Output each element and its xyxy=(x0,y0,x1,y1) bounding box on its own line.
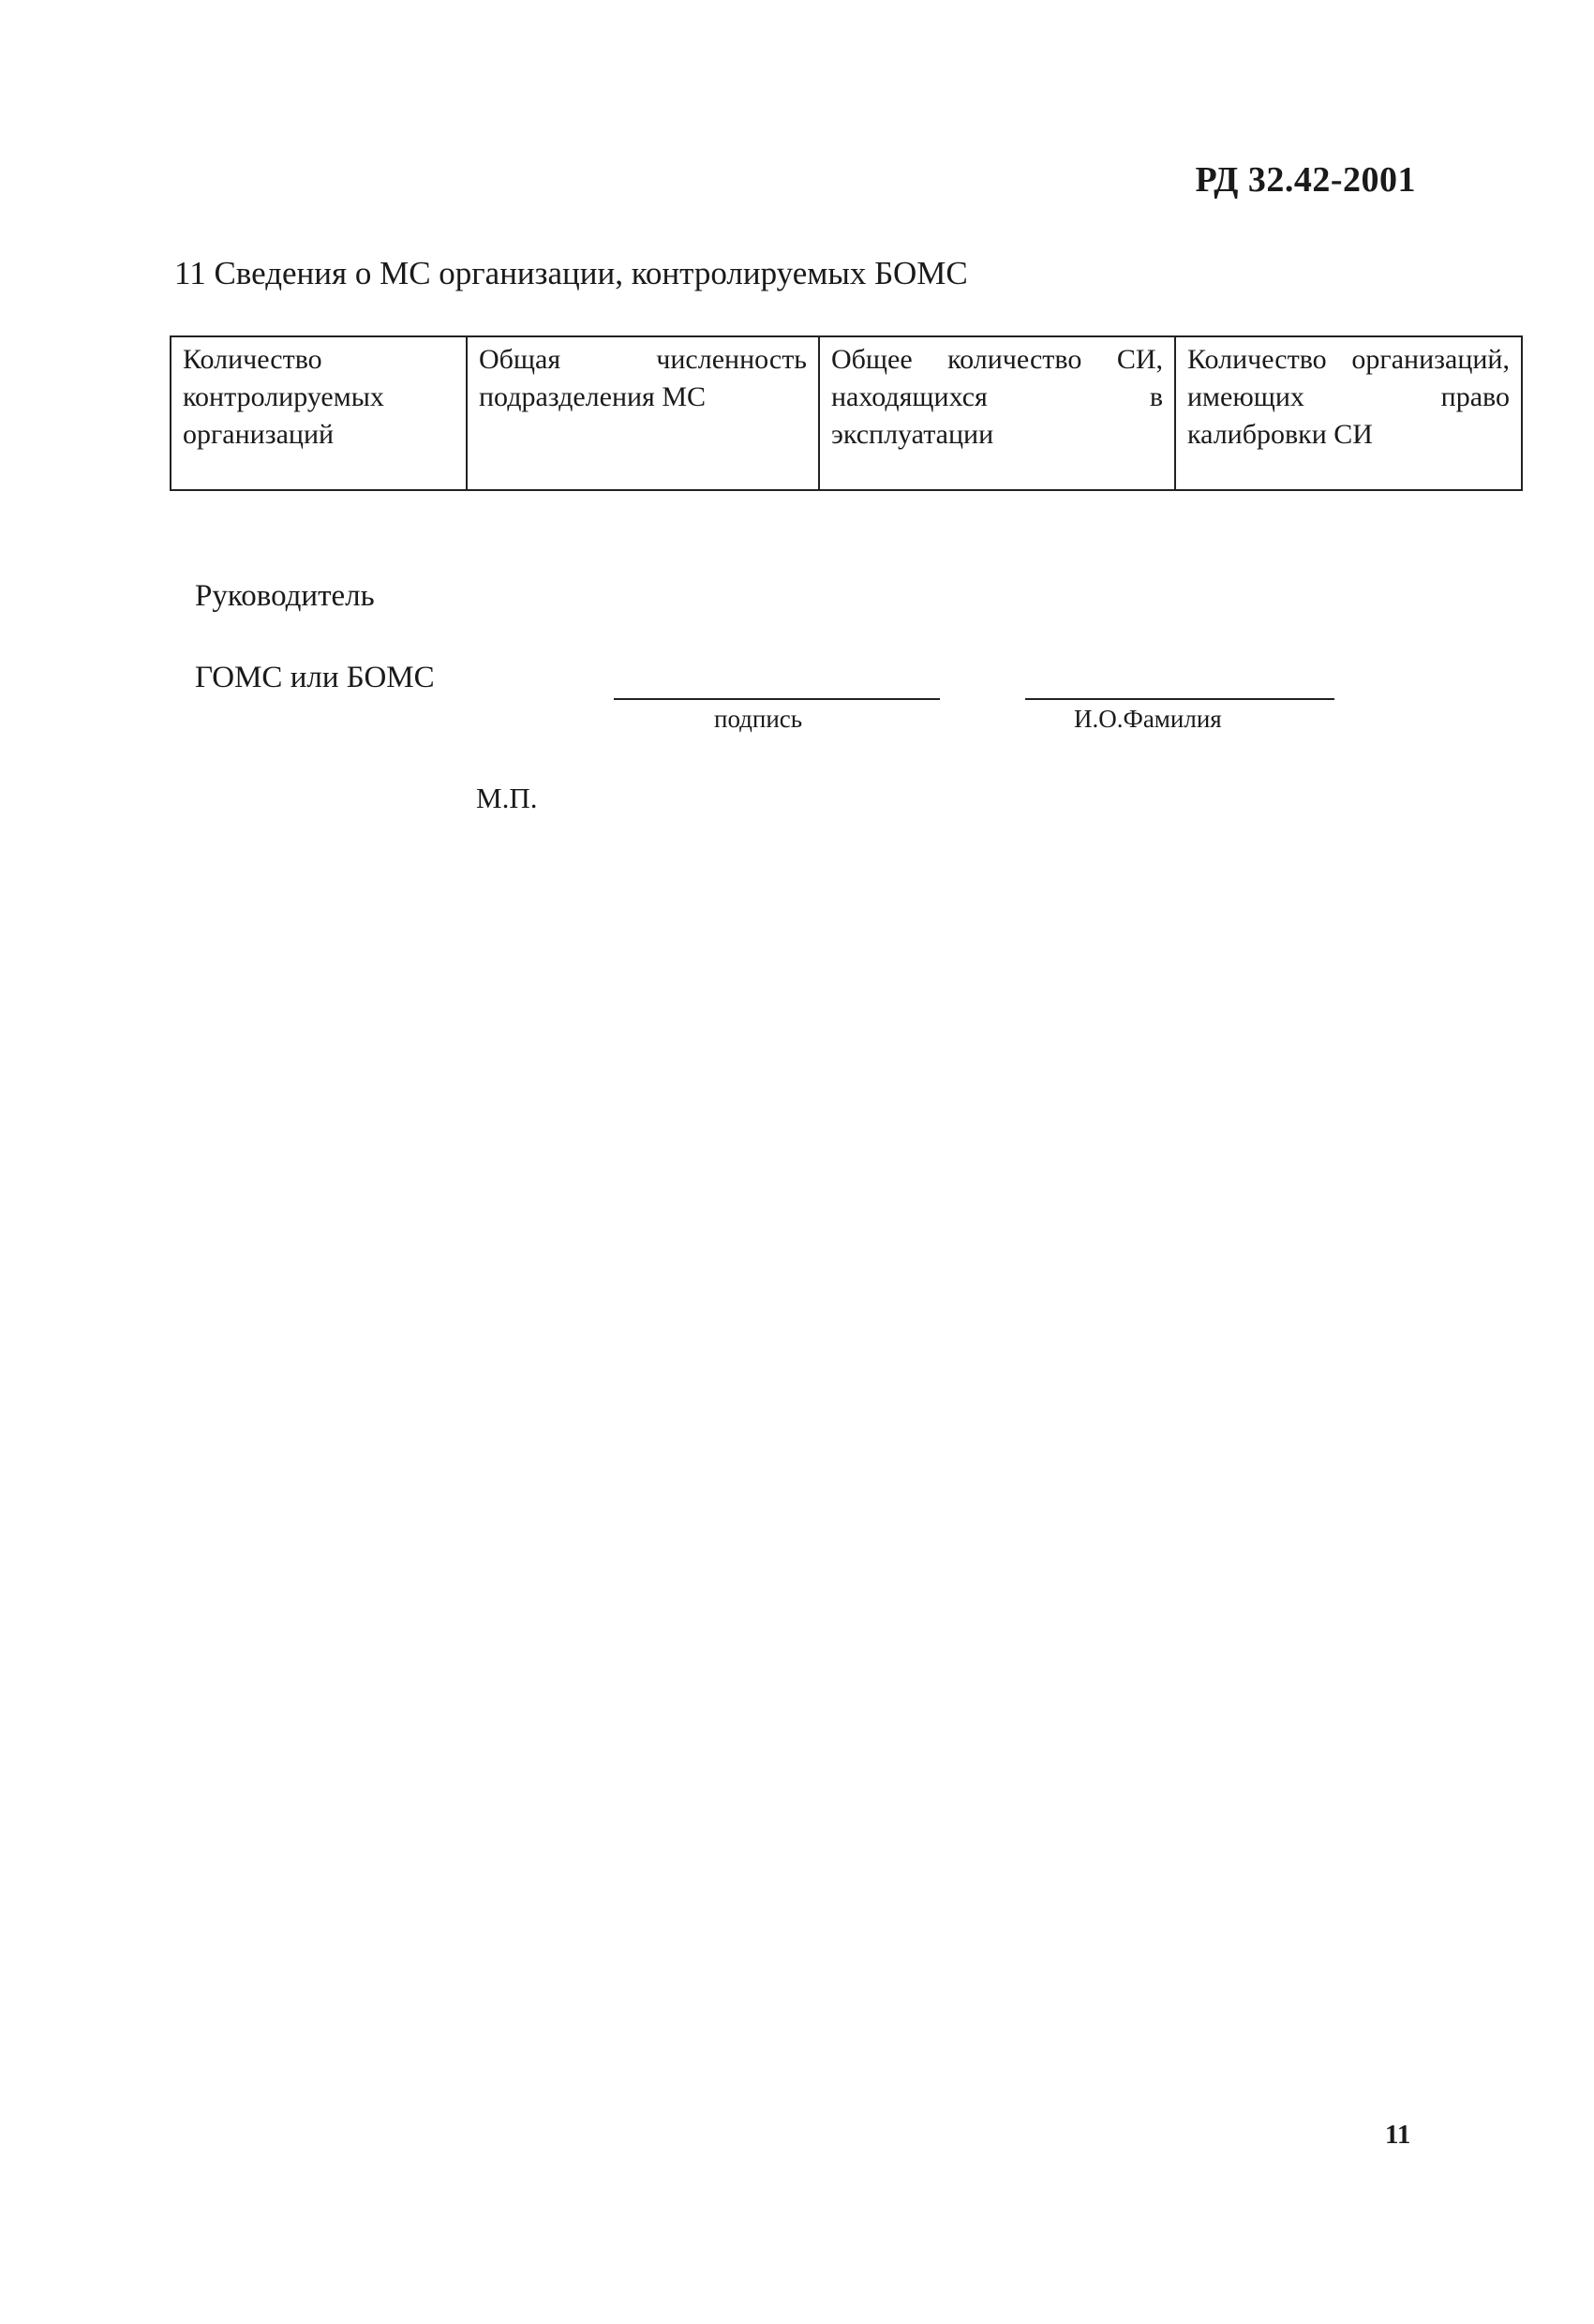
column-header-instruments-in-use: Общее количество СИ, находящихся в эксплуатации xyxy=(831,344,1163,450)
info-table xyxy=(170,335,1523,491)
column-header-staff-count: Общая численность подразделения МС xyxy=(479,344,807,412)
signature-caption: подпись xyxy=(714,705,803,733)
column-header-controlled-organizations: Количество контролируемых организаций xyxy=(183,344,384,450)
table-header-cell xyxy=(819,336,1175,490)
column-header-calibration-rights: Количество организаций, имеющих право калибровки СИ xyxy=(1187,344,1510,450)
name-caption: И.О.Фамилия xyxy=(1074,705,1222,733)
page-number: 11 xyxy=(1385,2120,1411,2150)
stamp-place-label: М.П. xyxy=(476,782,538,814)
section-title: 11 Сведения о МС организации, контролируемых БОМС xyxy=(174,255,968,291)
table-header-cell xyxy=(467,336,819,490)
table-header-cell xyxy=(171,336,467,490)
signature-line[interactable] xyxy=(614,698,940,700)
organization-title-label: ГОМС или БОМС xyxy=(195,661,435,694)
table-header-cell xyxy=(1175,336,1522,490)
document-code: РД 32.42-2001 xyxy=(1195,160,1416,200)
name-line[interactable] xyxy=(1025,698,1334,700)
head-title-label: Руководитель xyxy=(195,579,375,613)
table-header-row xyxy=(171,336,1522,490)
